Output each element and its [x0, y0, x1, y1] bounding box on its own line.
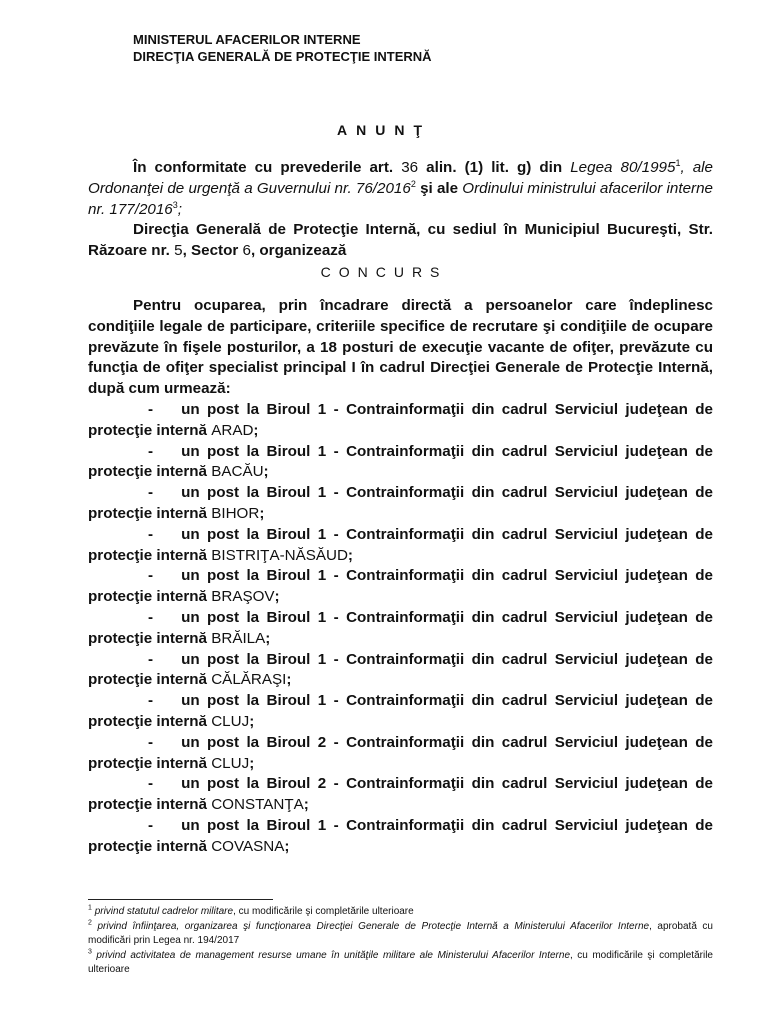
purpose-paragraph: Pentru ocuparea, prin încadrare directă a persoanelor care îndeplinesc condiţiile legale de participare, criteriile specifice de recrutare şi condiţiile de ocupare prevăzute în fişele posturilor, a 18 posturi de execuţie vacante de ofiţer, prevăzute cu funcţia de ofiţer specialist principal I în cadrul Direcţiei Generale de Protecţie Internă, după cum urmează: [88, 297, 713, 398]
post-end: ; [284, 837, 290, 855]
post-text: un post la Biroul 1 - Contrainformaţii din cadrul Serviciul judeţean de protecţie internă [88, 442, 713, 481]
post-county: ARAD [211, 421, 254, 439]
post-county: COVASNA [211, 837, 285, 855]
footnote-number: 2 [88, 919, 92, 927]
document-title: ANUNŢ [337, 122, 431, 138]
post-item [88, 483, 713, 525]
post-dash: - [148, 733, 154, 751]
post-end: ; [265, 629, 271, 647]
footnotes [88, 905, 713, 978]
purpose-section [88, 296, 713, 858]
post-end: ; [249, 754, 255, 772]
post-county: BRĂILA [211, 629, 266, 647]
post-end: ; [249, 712, 255, 730]
post-county: BIHOR [211, 504, 260, 522]
post-item [88, 400, 713, 442]
footnote-divider [88, 899, 273, 900]
post-item [88, 650, 713, 692]
footnote-italic: privind activitatea de management resurse umane în unităţile militare ale Ministerului Afacerilor Interne [96, 949, 571, 961]
footnote-ref-1: 1 [675, 157, 681, 168]
post-dash: - [148, 525, 154, 543]
post-end: ; [347, 546, 353, 564]
post-county: BACĂU [211, 463, 264, 481]
directorate-name: DIRECŢIA GENERALĂ DE PROTECŢIE INTERNĂ [133, 49, 432, 64]
post-text: un post la Biroul 1 - Contrainformaţii din cadrul Serviciul judeţean de protecţie internă [88, 484, 713, 522]
order-reference: Ordinului ministrului afacerilor interne nr. 177/2016 [88, 179, 713, 218]
post-text: un post la Biroul 1 - Contrainformaţii din cadrul Serviciul judeţean de protecţie internă [88, 525, 713, 564]
footnote-ref-2: 2 [410, 178, 416, 189]
organizer-paragraph: Direcţia Generală de Protecţie Internă, cu sediul în Municipiul Bucureşti, Str. Răzoare nr. 5, Sector 6, organizează [88, 221, 713, 260]
footnote-rest: , cu modificările şi completările ulterioare [233, 906, 414, 917]
post-item [88, 774, 713, 816]
post-text: un post la Biroul 1 - Contrainformaţii din cadrul Serviciul judeţean de protecţie internă [88, 816, 713, 855]
post-text: un post la Biroul 1 - Contrainformaţii din cadrul Serviciul judeţean de protecţie internă [88, 400, 713, 439]
post-end: ; [259, 504, 265, 522]
footnote [88, 949, 713, 978]
competition-heading: CONCURS [320, 264, 448, 280]
post-county: CLUJ [211, 712, 250, 730]
post-item [88, 442, 713, 484]
footnote [88, 920, 713, 949]
post-dash: - [148, 775, 154, 793]
post-end: ; [303, 796, 309, 814]
post-dash: - [148, 442, 154, 460]
post-county: CĂLĂRAŞI [211, 671, 287, 689]
footnote-ref-3: 3 [172, 199, 178, 210]
footnote-rest: , aprobată cu modificări prin Legea nr. 194/2017 [88, 920, 713, 946]
post-dash: - [148, 650, 154, 668]
law-reference: Legea 80/1995 [570, 159, 676, 176]
post-dash: - [148, 692, 154, 710]
intro-section [88, 158, 713, 262]
post-item [88, 566, 713, 608]
post-text: un post la Biroul 1 - Contrainformaţii din cadrul Serviciul judeţean de protecţie internă [88, 608, 713, 647]
article-number: 36 [401, 159, 419, 176]
post-county: CONSTANŢA [211, 796, 304, 814]
post-text: un post la Biroul 2 - Contrainformaţii din cadrul Serviciul judeţean de protecţie internă [88, 775, 713, 814]
post-text: un post la Biroul 2 - Contrainformaţii din cadrul Serviciul judeţean de protecţie internă [88, 733, 713, 772]
footnote-italic: privind înfiinţarea, organizarea şi funcţionarea Direcţiei Generale de Protecţie Internă a Ministerului Afacerilor Interne [97, 920, 650, 932]
post-item [88, 608, 713, 650]
post-county: BISTRIŢA-NĂSĂUD [211, 546, 348, 564]
post-dash: - [148, 816, 154, 834]
post-dash: - [148, 567, 154, 585]
intro-paragraph: În conformitate cu prevederile art. 36 alin. (1) lit. g) din Legea 80/1995$^1$, ale Ordonanţei de urgenţă a Guvernului nr. 76/2016$^2$ şi ale Ordinului ministrului afacerilor interne nr. 177/2016$^3$; [88, 157, 713, 218]
post-item [88, 733, 713, 775]
footnote [88, 905, 713, 920]
post-item [88, 525, 713, 567]
post-dash: - [148, 608, 154, 626]
post-text: un post la Biroul 1 - Contrainformaţii din cadrul Serviciul judeţean de protecţie internă [88, 567, 713, 606]
post-end: ; [274, 588, 280, 606]
footnote-number: 3 [88, 948, 92, 956]
posts-list [88, 400, 713, 858]
post-item [88, 691, 713, 733]
post-end: ; [263, 463, 269, 481]
document-header [133, 31, 432, 65]
post-dash: - [148, 484, 154, 502]
ministry-name: MINISTERUL AFACERILOR INTERNE [133, 32, 361, 47]
post-item [88, 816, 713, 858]
post-county: CLUJ [211, 754, 250, 772]
post-text: un post la Biroul 1 - Contrainformaţii din cadrul Serviciul judeţean de protecţie internă [88, 650, 713, 689]
post-end: ; [253, 421, 259, 439]
footnote-number: 1 [88, 904, 92, 912]
post-county: BRAŞOV [211, 588, 275, 606]
post-end: ; [286, 671, 292, 689]
footnote-rest: , cu modificările şi completările ulterioare [88, 949, 713, 975]
footnote-italic: privind statutul cadrelor militare [94, 906, 234, 917]
post-text: un post la Biroul 1 - Contrainformaţii din cadrul Serviciul judeţean de protecţie internă [88, 692, 713, 730]
post-dash: - [148, 400, 154, 418]
